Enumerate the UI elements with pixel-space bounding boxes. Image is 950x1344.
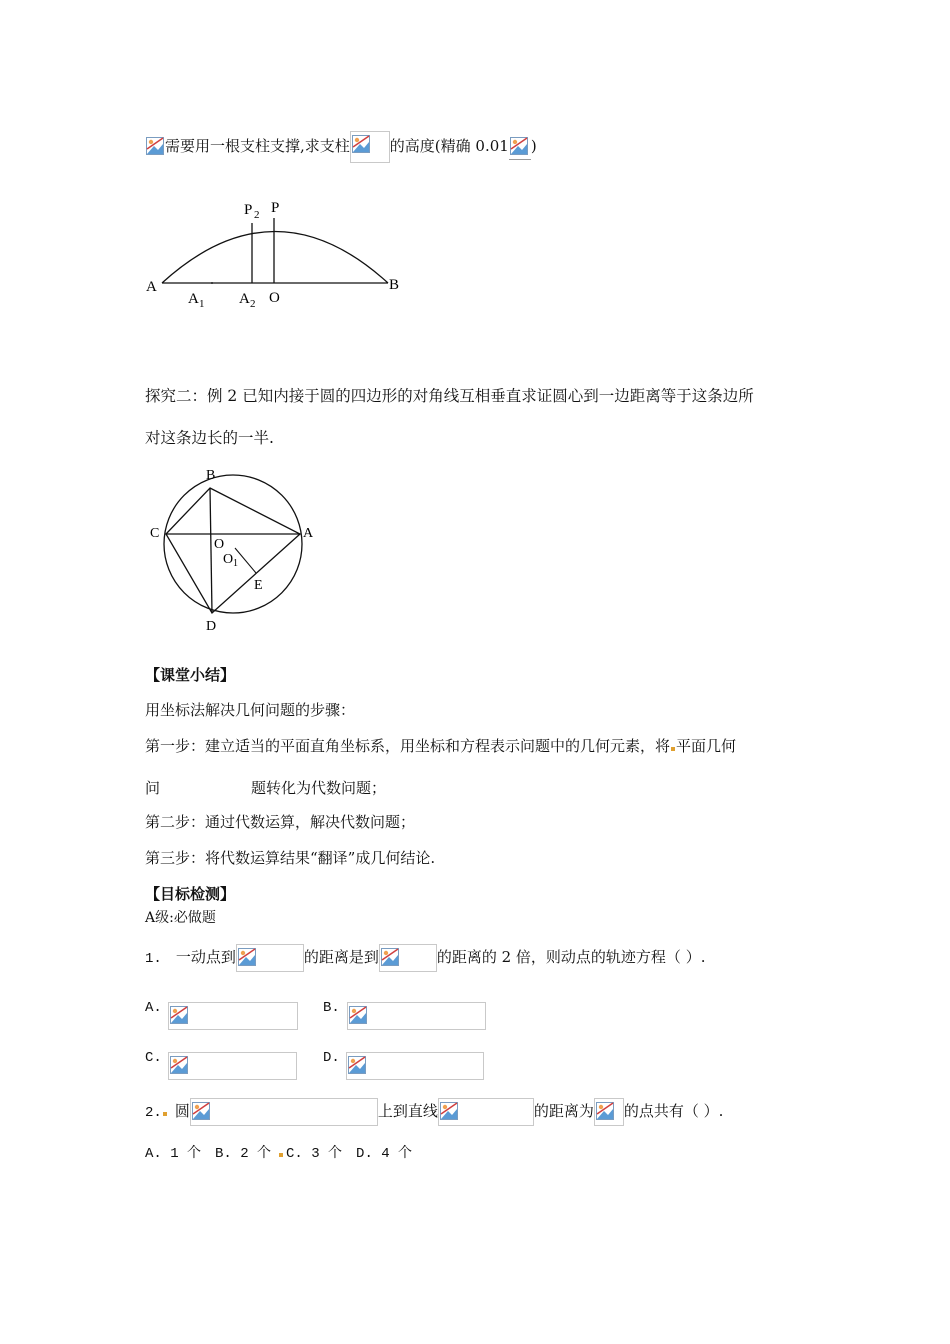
mark-dot — [671, 747, 675, 751]
label-a1-sub: 1 — [199, 298, 205, 310]
broken-image-icon — [348, 1056, 366, 1074]
q2-option-b: B. 2 个 — [215, 1146, 272, 1162]
summary-intro: 用坐标法解决几何问题的步骤： — [145, 701, 356, 719]
formula-image — [190, 1098, 378, 1126]
q2-number: 2. — [145, 1105, 162, 1121]
q2-option-d: D. 4 个 — [356, 1146, 413, 1162]
label-o: O — [214, 537, 225, 552]
formula-image — [438, 1098, 534, 1126]
mark-dot — [163, 1112, 167, 1116]
formula-image — [594, 1098, 624, 1126]
label-a2: A — [239, 291, 250, 307]
label-d: D — [206, 619, 217, 634]
broken-image-icon — [192, 1102, 210, 1120]
summary-step1-text: 第一步：建立适当的平面直角坐标系，用坐标和方程表示问题中的几何元素，将 — [145, 737, 671, 755]
label-c: C — [150, 526, 160, 541]
label-a: A — [303, 526, 314, 541]
label-o: O — [269, 290, 280, 306]
mark-dot — [279, 1153, 283, 1157]
segment-o1e — [235, 548, 256, 573]
q2-text-1: 圆 — [174, 1102, 190, 1120]
q2-text-4: 的点共有（ ）. — [623, 1102, 724, 1120]
formula-image — [236, 944, 304, 972]
label-p2-sub: 2 — [254, 209, 260, 221]
q1-option-d-image — [346, 1052, 484, 1080]
problem1-text-2: 的高度(精确 0.01 — [389, 137, 509, 155]
summary-heading: 【课堂小结】 — [145, 666, 236, 684]
q2-text-3: 的距离为 — [533, 1102, 594, 1120]
label-o1-sub: 1 — [233, 558, 238, 569]
broken-image-icon — [146, 137, 164, 155]
q1-text-3: 的距离的 2 倍，则动点的轨迹方程（ ）. — [436, 948, 706, 966]
summary-step3: 第三步：将代数运算结果“翻译”成几何结论. — [145, 849, 436, 867]
broken-image-icon — [352, 135, 370, 153]
broken-image-icon — [238, 948, 256, 966]
label-o1: O — [223, 552, 234, 567]
q1-option-b-label: B. — [323, 1000, 340, 1016]
broken-image-icon — [349, 1006, 367, 1024]
label-b: B — [206, 468, 216, 483]
q1-option-d-label: D. — [323, 1050, 340, 1066]
summary-step2: 第二步：通过代数运算，解决代数问题； — [145, 813, 416, 831]
summary-step1-cont-a: 问 — [145, 779, 161, 797]
broken-image-icon — [170, 1006, 188, 1024]
q1-option-a-label: A. — [145, 1000, 162, 1016]
arch-figure — [140, 190, 410, 315]
check-heading: 【目标检测】 — [145, 885, 236, 903]
q1-option-a-image — [168, 1002, 298, 1030]
broken-image-icon — [596, 1102, 614, 1120]
circle-figure — [140, 462, 325, 642]
summary-step1-text-b: 平面几何 — [676, 737, 737, 755]
formula-image — [350, 131, 390, 163]
q2-option-a: A. 1 个 — [145, 1146, 202, 1162]
question-1 — [145, 944, 705, 972]
broken-image-icon — [170, 1056, 188, 1074]
label-e: E — [254, 578, 263, 593]
summary-step1-cont-b: 题转化为代数问题； — [251, 779, 387, 797]
q1-text-1: 一动点到 — [175, 948, 236, 966]
formula-image — [509, 134, 531, 160]
q1-number: 1. — [145, 951, 162, 967]
label-b: B — [389, 277, 400, 293]
problem1-text-1: 需要用一根支柱支撑,求支柱 — [165, 137, 350, 155]
broken-image-icon — [440, 1102, 458, 1120]
q1-option-c-image — [168, 1052, 297, 1080]
q1-text-2: 的距离是到 — [303, 948, 379, 966]
diagonal-bd — [210, 488, 212, 613]
label-p: P — [271, 200, 280, 216]
summary-step1 — [145, 736, 736, 756]
explore2-line2: 对这条边长的一半. — [145, 429, 274, 447]
problem1-text-3: ) — [530, 137, 537, 155]
arch-arc — [162, 232, 388, 284]
circumcircle — [164, 475, 302, 613]
q1-option-b-image — [347, 1002, 486, 1030]
label-p2: P — [244, 202, 253, 218]
q2-options — [145, 1144, 412, 1164]
formula-image — [379, 944, 437, 972]
explore2-line1: 探究二：例 2 已知内接于圆的四边形的对角线互相垂直求证圆心到一边距离等于这条边所 — [145, 387, 754, 405]
q2-text-2: 上到直线 — [377, 1102, 438, 1120]
question-2 — [145, 1098, 723, 1126]
label-a1: A — [188, 291, 199, 307]
formula-image — [145, 134, 165, 160]
q1-option-c-label: C. — [145, 1050, 162, 1066]
label-a: A — [146, 279, 157, 295]
broken-image-icon — [510, 137, 528, 155]
problem1-line — [145, 131, 537, 163]
label-a2-sub: 2 — [250, 298, 256, 310]
q2-option-c: C. 3 个 — [286, 1146, 343, 1162]
broken-image-icon — [381, 948, 399, 966]
check-level: A级:必做题 — [145, 910, 216, 926]
